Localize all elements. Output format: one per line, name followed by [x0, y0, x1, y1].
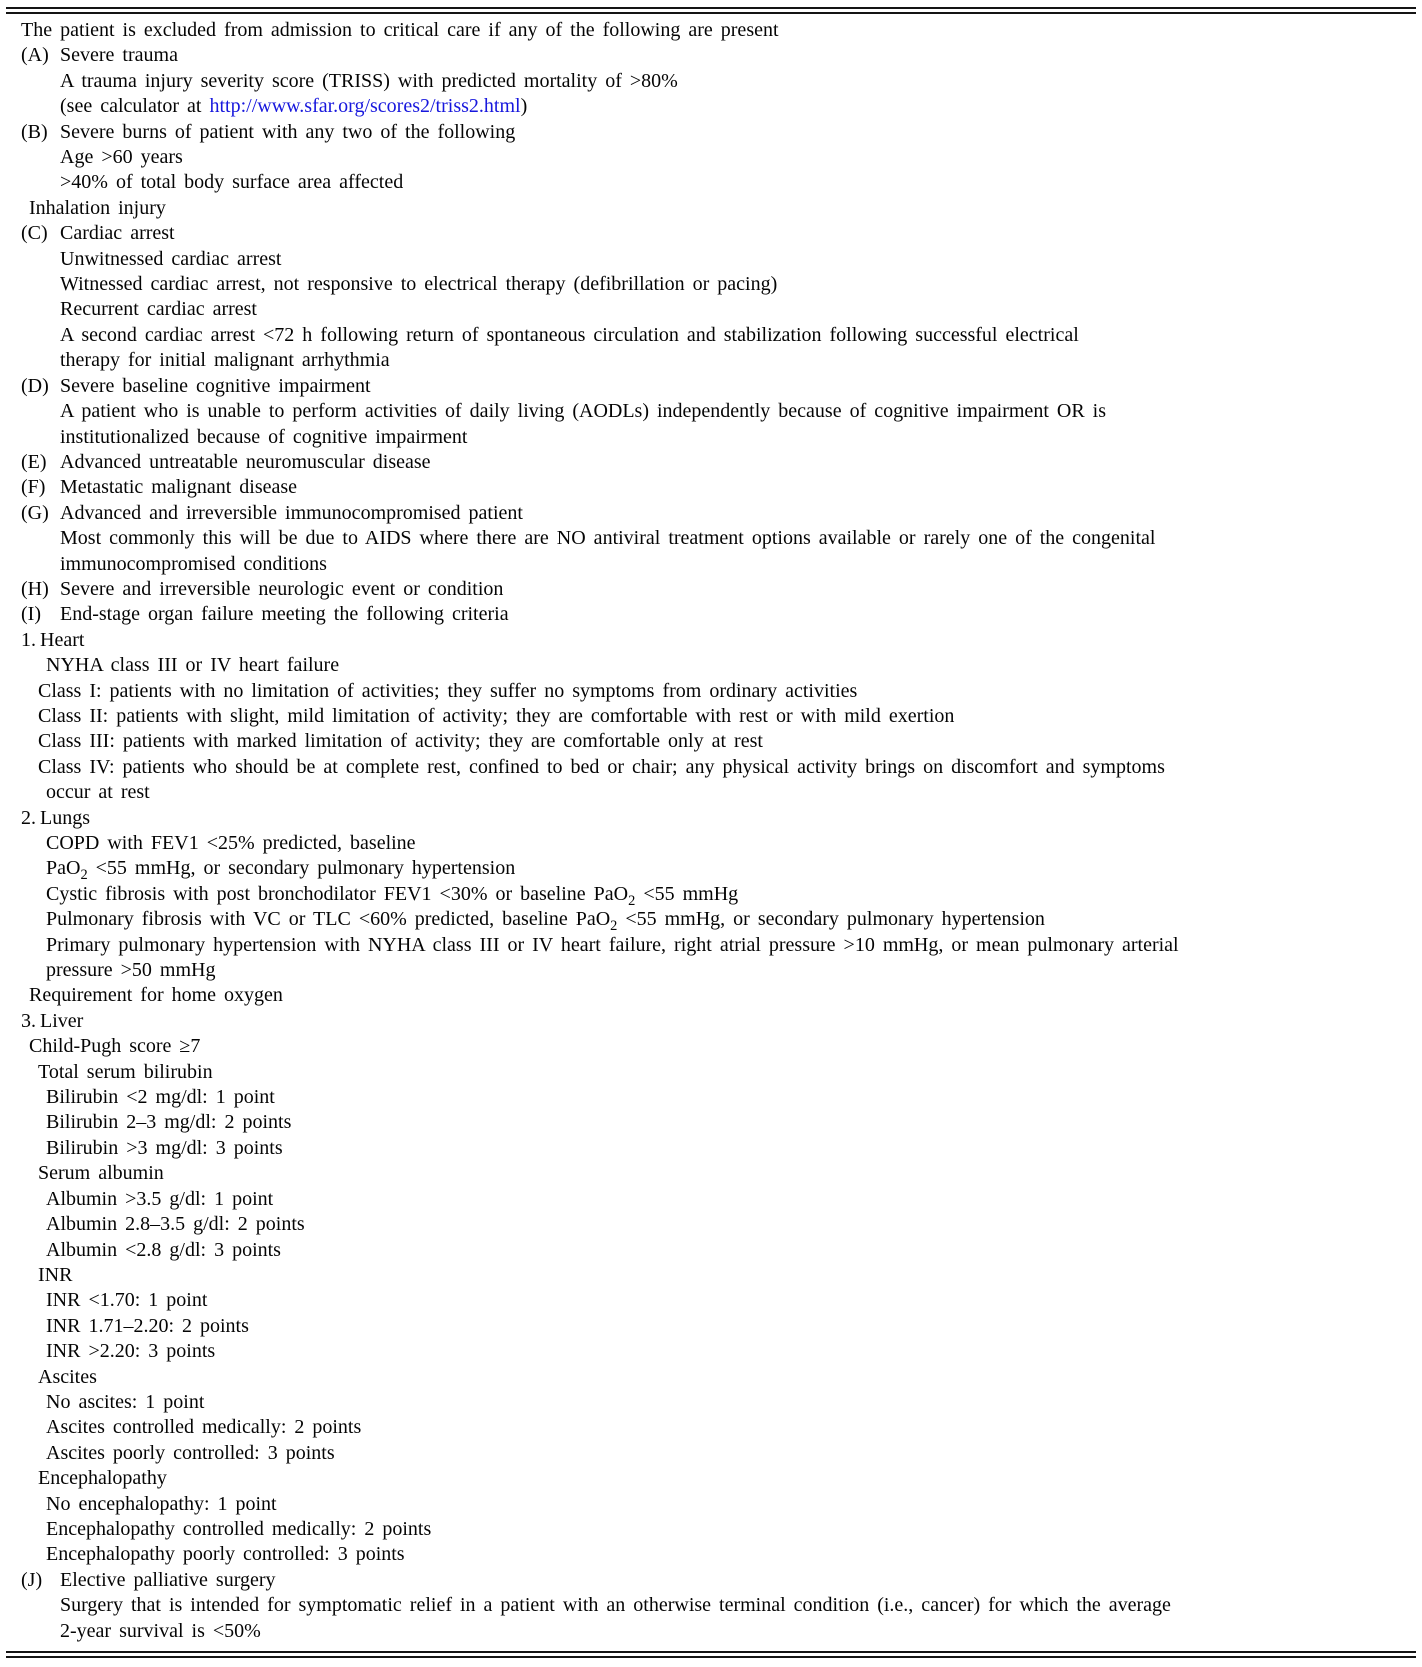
text-segment: Bilirubin >3 mg/dl: 3 points	[46, 1136, 283, 1159]
text-segment: Primary pulmonary hypertension with NYHA class III or IV heart failure, right atrial pressure >10 mmHg, or mean pulmonary arterial	[46, 933, 1179, 956]
text-segment: Severe burns of patient with any two of the following	[60, 120, 516, 143]
text-segment: Liver	[40, 1009, 84, 1032]
criteria-line	[0, 1288, 1418, 1313]
criteria-line	[0, 1034, 1418, 1059]
criteria-line	[0, 1365, 1418, 1390]
criteria-line	[0, 1110, 1418, 1135]
criteria-line	[0, 1568, 1418, 1593]
text-segment: A trauma injury severity score (TRISS) with predicted mortality of >80%	[60, 69, 678, 92]
table-top-rule	[6, 7, 1416, 14]
criteria-line	[0, 272, 1418, 297]
criteria-line	[0, 1390, 1418, 1415]
text-segment: )	[520, 95, 528, 118]
text-segment: <55 mmHg, or secondary pulmonary hypertension	[617, 908, 1045, 931]
item-label: (I)	[21, 603, 41, 626]
criteria-line	[0, 1492, 1418, 1517]
criteria-line	[0, 43, 1418, 68]
criteria-line	[0, 323, 1418, 348]
criteria-line	[0, 1212, 1418, 1237]
text-segment: pressure >50 mmHg	[46, 959, 216, 982]
text-segment: Encephalopathy controlled medically: 2 points	[46, 1517, 432, 1540]
criteria-line	[0, 475, 1418, 500]
text-segment: End-stage organ failure meeting the following criteria	[60, 603, 509, 626]
text-segment: Child-Pugh score ≥7	[29, 1035, 201, 1058]
text-segment: <55 mmHg, or secondary pulmonary hypertension	[87, 857, 516, 880]
criteria-line	[0, 374, 1418, 399]
text-segment: Elective palliative surgery	[60, 1568, 276, 1591]
text-segment: Witnessed cardiac arrest, not responsive to electrical therapy (defibrillation or pacing)	[60, 273, 778, 296]
text-segment: Albumin 2.8–3.5 g/dl: 2 points	[46, 1213, 305, 1236]
criteria-line	[0, 755, 1418, 780]
text-segment: INR <1.70: 1 point	[46, 1289, 208, 1312]
criteria-line	[0, 1085, 1418, 1110]
criteria-line	[0, 1466, 1418, 1491]
criteria-line	[0, 94, 1418, 119]
text-segment: The patient is excluded from admission to critical care if any of the following are present	[21, 19, 779, 41]
criteria-line	[0, 425, 1418, 450]
criteria-line	[0, 958, 1418, 983]
text-segment: A second cardiac arrest <72 h following return of spontaneous circulation and stabilization following successful electrical	[60, 323, 1079, 346]
text-segment: Heart	[40, 628, 85, 651]
criteria-line	[0, 704, 1418, 729]
text-segment: Total serum bilirubin	[38, 1060, 213, 1083]
item-label: (D)	[21, 374, 49, 397]
text-segment: Encephalopathy	[38, 1467, 167, 1490]
text-segment: Ascites controlled medically: 2 points	[46, 1416, 362, 1439]
text-segment: Most commonly this will be due to AIDS where there are NO antiviral treatment options available or rarely one of the congenital	[60, 527, 1156, 550]
item-label: (H)	[21, 577, 49, 600]
text-segment: <55 mmHg	[635, 882, 739, 905]
text-segment: Metastatic malignant disease	[60, 476, 298, 499]
criteria-line	[0, 1415, 1418, 1440]
text-segment: Severe trauma	[60, 44, 178, 67]
text-segment: Surgery that is intended for symptomatic relief in a patient with an otherwise terminal condition (i.e., cancer) for which the average	[60, 1594, 1171, 1617]
criteria-line	[0, 1060, 1418, 1085]
text-segment: Unwitnessed cardiac arrest	[60, 247, 282, 270]
text-segment: >40% of total body surface area affected	[60, 171, 404, 194]
text-segment: Age >60 years	[60, 146, 183, 169]
text-segment: Pulmonary fibrosis with VC or TLC <60% predicted, baseline PaO	[46, 908, 611, 931]
criteria-line	[0, 1441, 1418, 1466]
text-segment: Albumin >3.5 g/dl: 1 point	[46, 1187, 274, 1210]
text-segment: 2-year survival is <50%	[60, 1619, 261, 1642]
text-segment: Class IV: patients who should be at complete rest, confined to bed or chair; any physical activity brings on discomfort and symptoms	[38, 755, 1165, 778]
criteria-line	[0, 983, 1418, 1008]
item-label: 2.	[21, 806, 36, 829]
criteria-line	[0, 806, 1418, 831]
criteria-line	[0, 831, 1418, 856]
subscript-text: 2	[610, 918, 618, 935]
criteria-line	[0, 780, 1418, 805]
item-label: (B)	[21, 120, 48, 143]
subscript-text: 2	[628, 892, 636, 909]
text-segment: INR >2.20: 3 points	[46, 1340, 216, 1363]
criteria-line	[0, 145, 1418, 170]
text-segment: Serum albumin	[38, 1162, 164, 1185]
text-segment: Cystic fibrosis with post bronchodilator FEV1 <30% or baseline PaO	[46, 882, 629, 905]
text-segment: Severe and irreversible neurologic event or condition	[60, 577, 504, 600]
triss-calculator-link[interactable]: http://www.sfar.org/scores2/triss2.html	[209, 95, 521, 118]
criteria-line	[0, 653, 1418, 678]
item-label: (G)	[21, 501, 49, 524]
criteria-line	[0, 196, 1418, 221]
criteria-line	[0, 602, 1418, 627]
text-segment: NYHA class III or IV heart failure	[46, 654, 340, 677]
criteria-line	[0, 69, 1418, 94]
criteria-line	[0, 1593, 1418, 1618]
criteria-line	[0, 1187, 1418, 1212]
subscript-text: 2	[80, 867, 88, 884]
text-segment: Requirement for home oxygen	[29, 984, 283, 1007]
criteria-line	[0, 1161, 1418, 1186]
criteria-line	[0, 18, 1418, 43]
criteria-line	[0, 1238, 1418, 1263]
criteria-line	[0, 729, 1418, 754]
text-segment: PaO	[46, 857, 81, 880]
criteria-line	[0, 501, 1418, 526]
text-segment: occur at rest	[46, 781, 150, 804]
criteria-line	[0, 907, 1418, 935]
text-segment: Bilirubin <2 mg/dl: 1 point	[46, 1086, 275, 1109]
text-segment: Advanced untreatable neuromuscular disease	[60, 450, 431, 473]
criteria-line	[0, 1263, 1418, 1288]
criteria-line	[0, 221, 1418, 246]
criteria-line	[0, 628, 1418, 653]
criteria-line	[0, 679, 1418, 704]
text-segment: COPD with FEV1 <25% predicted, baseline	[46, 832, 416, 854]
text-segment: Class II: patients with slight, mild limitation of activity; they are comfortable with rest or with mild exertion	[38, 704, 955, 727]
criteria-line	[0, 247, 1418, 272]
item-label: (A)	[21, 44, 49, 67]
criteria-line	[0, 1542, 1418, 1567]
text-segment: A patient who is unable to perform activities of daily living (AODLs) independently because of cognitive impairment OR is	[60, 400, 1106, 423]
criteria-line	[0, 297, 1418, 322]
criteria-line	[0, 1339, 1418, 1364]
text-segment: INR 1.71–2.20: 2 points	[46, 1314, 249, 1337]
text-segment: Encephalopathy poorly controlled: 3 points	[46, 1543, 405, 1566]
criteria-line	[0, 933, 1418, 958]
text-segment: Lungs	[40, 806, 90, 829]
criteria-line	[0, 450, 1418, 475]
criteria-line	[0, 1619, 1418, 1644]
text-segment: immunocompromised conditions	[60, 552, 327, 575]
text-segment: No encephalopathy: 1 point	[46, 1492, 277, 1515]
criteria-line	[0, 1314, 1418, 1339]
text-segment: Ascites poorly controlled: 3 points	[46, 1441, 335, 1464]
text-segment: Recurrent cardiac arrest	[60, 298, 257, 321]
criteria-line	[0, 120, 1418, 145]
criteria-line	[0, 348, 1418, 373]
text-segment: No ascites: 1 point	[46, 1390, 205, 1413]
text-segment: institutionalized because of cognitive impairment	[60, 425, 468, 448]
criteria-line	[0, 577, 1418, 602]
criteria-line	[0, 1136, 1418, 1161]
item-label: 1.	[21, 628, 36, 651]
table-bottom-rule	[6, 1651, 1416, 1658]
item-label: (F)	[21, 476, 46, 499]
criteria-line	[0, 1009, 1418, 1034]
text-segment: INR	[38, 1263, 73, 1286]
text-segment: Advanced and irreversible immunocompromised patient	[60, 501, 523, 524]
item-label: 3.	[21, 1009, 36, 1032]
text-segment: Class III: patients with marked limitation of activity; they are comfortable only at rest	[38, 730, 763, 753]
item-label: (J)	[21, 1568, 43, 1591]
text-segment: Severe baseline cognitive impairment	[60, 374, 371, 397]
text-segment: Albumin <2.8 g/dl: 3 points	[46, 1238, 281, 1261]
item-label: (E)	[21, 450, 47, 473]
text-segment: Cardiac arrest	[60, 222, 175, 245]
criteria-line	[0, 1517, 1418, 1542]
text-segment: Bilirubin 2–3 mg/dl: 2 points	[46, 1111, 292, 1134]
text-segment: therapy for initial malignant arrhythmia	[60, 349, 390, 372]
criteria-line	[0, 170, 1418, 195]
criteria-line	[0, 882, 1418, 907]
criteria-line	[0, 552, 1418, 577]
text-segment: Ascites	[38, 1365, 97, 1388]
criteria-line	[0, 856, 1418, 884]
text-segment: Inhalation injury	[29, 196, 166, 219]
criteria-line	[0, 526, 1418, 551]
criteria-table-body	[0, 14, 1422, 1651]
criteria-line	[0, 399, 1418, 424]
item-label: (C)	[21, 222, 48, 245]
text-segment: Class I: patients with no limitation of activities; they suffer no symptoms from ordinary activities	[38, 679, 858, 702]
text-segment: (see calculator at	[60, 95, 210, 118]
